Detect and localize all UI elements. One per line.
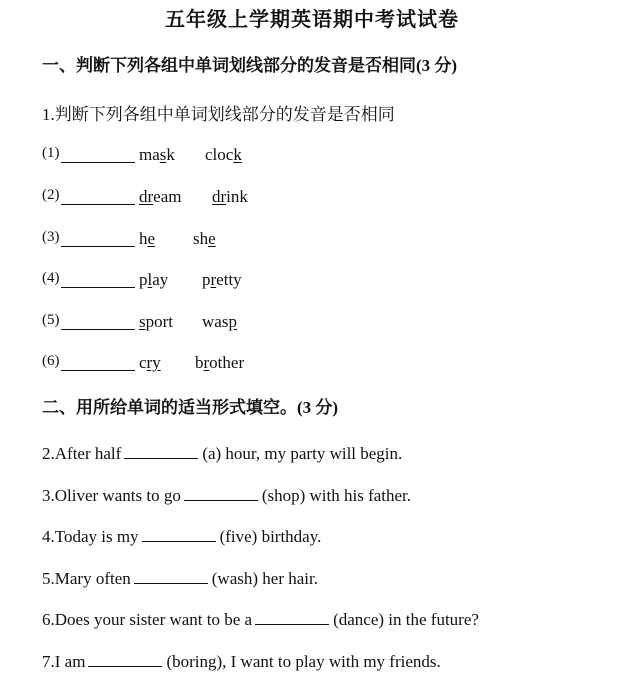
word-part: eam <box>153 187 182 206</box>
fill-in-question <box>42 527 321 547</box>
underlined-letters: s <box>139 312 146 331</box>
pronunciation-row <box>42 229 442 251</box>
word-second <box>195 353 244 373</box>
underlined-letters: r <box>203 353 210 372</box>
underlined-letters: l <box>147 270 153 289</box>
word-first <box>139 229 155 249</box>
pronunciation-row <box>42 270 442 292</box>
word-part: sh <box>193 229 209 248</box>
word-part: cloc <box>205 145 234 164</box>
word-second <box>193 229 216 249</box>
fill-in-question <box>42 486 411 506</box>
word-first <box>139 312 173 332</box>
answer-blank[interactable] <box>61 246 135 247</box>
answer-blank[interactable] <box>61 287 135 288</box>
row-number: (2) <box>42 187 60 203</box>
question-text: 5.Mary often <box>42 569 131 588</box>
row-number: (5) <box>42 312 60 328</box>
underlined-letters: ry <box>146 353 161 372</box>
word-first <box>139 145 175 165</box>
word-part: other <box>209 353 245 372</box>
word-first <box>139 187 182 207</box>
question-hint: (boring), I want to play with my friends. <box>166 652 441 671</box>
row-number: (3) <box>42 229 60 245</box>
word-second <box>212 187 248 207</box>
underlined-letters: k <box>233 145 242 164</box>
question-text: 2.After half <box>42 444 122 463</box>
question-hint: (shop) with his father. <box>261 486 412 505</box>
word-part: ma <box>139 145 160 164</box>
underlined-letters: e <box>147 229 156 248</box>
answer-blank[interactable] <box>184 486 258 501</box>
word-part: b <box>195 353 204 372</box>
word-part: ay <box>152 270 169 289</box>
fill-in-question <box>42 610 479 630</box>
section-2-heading: 二、用所给单词的适当形式填空。(3 分) <box>42 398 339 417</box>
question-text: 7.I am <box>42 652 86 671</box>
underlined-letters: s <box>159 145 167 164</box>
word-part: k <box>166 145 175 164</box>
answer-blank[interactable] <box>142 527 216 542</box>
word-second <box>202 312 237 332</box>
underlined-letters: e <box>208 229 216 248</box>
underlined-letters: dr <box>212 187 227 206</box>
word-first <box>139 270 168 290</box>
fill-in-question <box>42 569 318 589</box>
word-part: p <box>202 270 211 289</box>
underlined-letters: p <box>228 312 237 331</box>
answer-blank[interactable] <box>88 652 162 667</box>
word-part: c <box>139 353 147 372</box>
question-text: 4.Today is my <box>42 527 139 546</box>
question-hint: (five) birthday. <box>219 527 322 546</box>
word-second <box>205 145 242 165</box>
pronunciation-row <box>42 187 442 209</box>
row-number: (4) <box>42 270 60 286</box>
answer-blank[interactable] <box>61 204 135 205</box>
pronunciation-row <box>42 353 442 375</box>
answer-blank[interactable] <box>61 162 135 163</box>
section-1-heading: 一、判断下列各组中单词划线部分的发音是否相同(3 分) <box>42 56 458 75</box>
pronunciation-row <box>42 145 442 167</box>
answer-blank[interactable] <box>134 569 208 584</box>
answer-blank[interactable] <box>61 370 135 371</box>
pronunciation-row <box>42 312 442 334</box>
word-part: was <box>202 312 229 331</box>
answer-blank[interactable] <box>255 610 329 625</box>
page-title: 五年级上学期英语期中考试试卷 <box>165 9 459 31</box>
word-part: ink <box>226 187 248 206</box>
underlined-letters: dr <box>139 187 154 206</box>
fill-in-question <box>42 444 402 464</box>
word-second <box>202 270 242 290</box>
question-text: 3.Oliver wants to go <box>42 486 181 505</box>
question-hint: (a) hour, my party will begin. <box>202 444 403 463</box>
word-part: h <box>139 229 148 248</box>
word-part: port <box>145 312 174 331</box>
word-part: etty <box>216 270 242 289</box>
answer-blank[interactable] <box>124 444 198 459</box>
row-number: (6) <box>42 353 60 369</box>
fill-in-question <box>42 652 441 672</box>
question-text: 6.Does your sister want to be a <box>42 610 253 629</box>
section-1-instruction: 1.判断下列各组中单词划线部分的发音是否相同 <box>42 105 395 124</box>
word-part: p <box>139 270 148 289</box>
word-first <box>139 353 161 373</box>
row-number: (1) <box>42 145 60 161</box>
question-hint: (wash) her hair. <box>211 569 318 588</box>
answer-blank[interactable] <box>61 329 135 330</box>
question-hint: (dance) in the future? <box>333 610 479 629</box>
underlined-letters: r <box>210 270 217 289</box>
